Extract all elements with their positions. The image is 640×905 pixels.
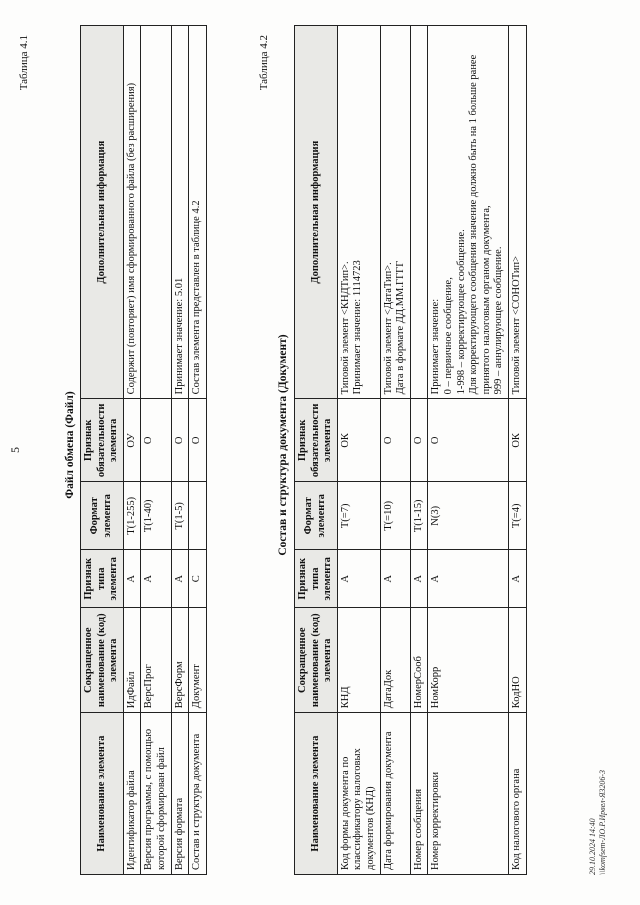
table-cell: Состав элемента представлен в таблице 4.2 xyxy=(189,26,207,399)
table-cell: НомКорр xyxy=(428,608,509,713)
table-cell: А xyxy=(123,550,141,608)
table-cell: T(1-40) xyxy=(141,482,171,550)
column-header: Дополнительная информация xyxy=(81,26,124,399)
table-cell: А xyxy=(141,550,171,608)
column-header: Признак типа элемента xyxy=(295,550,338,608)
table-row xyxy=(171,26,189,875)
table-cell: T(=4) xyxy=(508,482,526,550)
table-cell: О xyxy=(141,399,171,482)
column-header: Формат элемента xyxy=(81,482,124,550)
table-row xyxy=(189,26,207,875)
table-cell: ИдФайл xyxy=(123,608,141,713)
table-cell: T(=10) xyxy=(380,482,410,550)
table-cell: НомерСооб xyxy=(410,608,428,713)
page-number: 5 xyxy=(8,447,22,453)
column-header: Сокращенное наименование (код) элемента xyxy=(81,608,124,713)
table-cell: Номер корректировки xyxy=(428,713,509,875)
table-cell xyxy=(141,26,171,399)
table-cell: КНД xyxy=(337,608,380,713)
table-cell: ВерсФорм xyxy=(171,608,189,713)
column-header: Формат элемента xyxy=(295,482,338,550)
table-document-structure xyxy=(294,25,527,875)
table-cell: N(3) xyxy=(428,482,509,550)
table-cell: О xyxy=(380,399,410,482)
table-row xyxy=(428,26,509,875)
table-label-4-2: Таблица 4.2 xyxy=(258,35,270,91)
table-row xyxy=(337,26,380,875)
table-header-row xyxy=(295,26,338,875)
table-cell: КодНО xyxy=(508,608,526,713)
column-header: Наименование элемента xyxy=(81,713,124,875)
table-cell: А xyxy=(410,550,428,608)
table-cell: С xyxy=(189,550,207,608)
table-cell: Дата формирования документа xyxy=(380,713,410,875)
column-header: Дополнительная информация xyxy=(295,26,338,399)
table-cell xyxy=(189,482,207,550)
column-header: Сокращенное наименование (код) элемента xyxy=(295,608,338,713)
table-cell: О xyxy=(410,399,428,482)
column-header: Признак обязательности элемента xyxy=(295,399,338,482)
table-cell: T(=7) xyxy=(337,482,380,550)
table-title-4-2: Состав и структура документа (Документ) xyxy=(277,334,289,556)
table-cell: Версия программы, с помощью которой сформирован файл xyxy=(141,713,171,875)
table-cell: А xyxy=(428,550,509,608)
footer-path: \\komfsem-ЛО.Р.Ирвел-ЯЗ206-3 xyxy=(597,769,607,875)
table-cell: Типовой элемент <КНДТип>. Принимает значение: 1114723 xyxy=(337,26,380,399)
table-row xyxy=(123,26,141,875)
table-cell: Номер сообщения xyxy=(410,713,428,875)
table-cell: О xyxy=(171,399,189,482)
table-cell: T(1-15) xyxy=(410,482,428,550)
table-file-exchange xyxy=(80,25,207,875)
table-cell: А xyxy=(337,550,380,608)
table-cell: Код налогового органа xyxy=(508,713,526,875)
table-label-4-1: Таблица 4.1 xyxy=(18,35,30,91)
footer-date: 29.10.2024 14:40 xyxy=(588,818,597,875)
table-cell: Код формы документа по классификатору налоговых документов (КНД) xyxy=(337,713,380,875)
table-cell: Принимает значение: 5.01 xyxy=(171,26,189,399)
table-cell: T(1-255) xyxy=(123,482,141,550)
table-cell: Состав и структура документа xyxy=(189,713,207,875)
table-row xyxy=(141,26,171,875)
table-cell: Содержит (повторяет) имя сформированного файла (без расширения) xyxy=(123,26,141,399)
table-cell: Принимает значение: 0 – первичное сообщение, 1-998 – корректирующее сообщение. Для корректирующего сообщения значение должно быть на 1 больше ранее принятого налоговым органом документа, 999 – аннулирующее сообщение. xyxy=(428,26,509,399)
table-cell: ОК xyxy=(337,399,380,482)
table-cell: Документ xyxy=(189,608,207,713)
table-cell: Типовой элемент <ДатаТип>. Дата в формате ДД.ММ.ГГГГ xyxy=(380,26,410,399)
table-cell: T(1-5) xyxy=(171,482,189,550)
table-cell xyxy=(410,26,428,399)
table-cell: А xyxy=(171,550,189,608)
table-row xyxy=(380,26,410,875)
table-cell: О xyxy=(189,399,207,482)
table-title-4-1: Файл обмена (Файл) xyxy=(64,391,76,499)
table-cell: ОК xyxy=(508,399,526,482)
table-cell: ОУ xyxy=(123,399,141,482)
table-row xyxy=(508,26,526,875)
table-header-row xyxy=(81,26,124,875)
table-cell: ВерсПрог xyxy=(141,608,171,713)
table-row xyxy=(410,26,428,875)
table-cell: А xyxy=(380,550,410,608)
table-cell: ДатаДок xyxy=(380,608,410,713)
column-header: Наименование элемента xyxy=(295,713,338,875)
table-cell: Идентификатор файла xyxy=(123,713,141,875)
column-header: Признак типа элемента xyxy=(81,550,124,608)
table-cell: О xyxy=(428,399,509,482)
table-cell: А xyxy=(508,550,526,608)
table-cell: Версия формата xyxy=(171,713,189,875)
column-header: Признак обязательности элемента xyxy=(81,399,124,482)
table-cell: Типовой элемент <СОНОТип> xyxy=(508,26,526,399)
footer-stamp xyxy=(588,575,607,875)
